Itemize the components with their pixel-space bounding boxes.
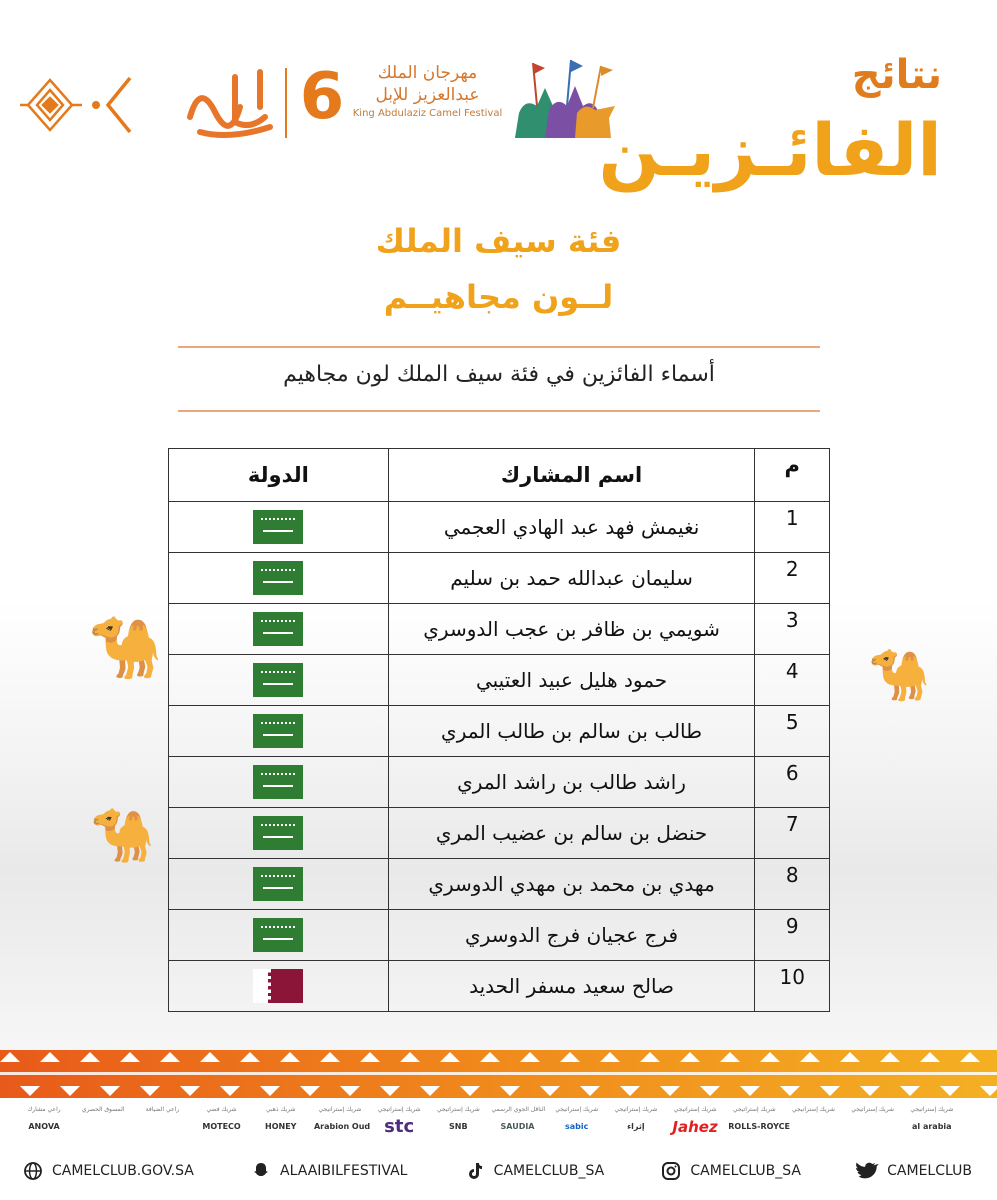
- sponsor-logo: [313, 1106, 371, 1131]
- globe-icon: [22, 1160, 44, 1182]
- table-row: [169, 604, 830, 655]
- participant-name: مهدي بن محمد بن مهدي الدوسري: [388, 859, 755, 910]
- camel-silhouette-bottom: 🐪: [90, 806, 155, 866]
- country-cell: [169, 706, 389, 757]
- divider-top: [178, 346, 820, 348]
- tiktok-handle: CAMELCLUB_SA: [493, 1163, 605, 1179]
- winners-list-title: أسماء الفائزين في فئة سيف الملك لون مجاهيم: [283, 362, 715, 387]
- logo-separator: [285, 68, 287, 138]
- row-number: 4: [755, 655, 830, 706]
- winners-table: [168, 448, 830, 1012]
- saudi-flag-icon: [253, 867, 303, 901]
- sponsor-role: شريك ذهبي: [265, 1106, 296, 1113]
- table-row: [169, 808, 830, 859]
- row-number: 3: [755, 604, 830, 655]
- saudi-flag-icon: [253, 816, 303, 850]
- sponsor-role: شريك إستراتيجي: [851, 1106, 895, 1113]
- sponsor-role: شريك إستراتيجي: [792, 1106, 835, 1113]
- sponsor-role: شريك إستراتيجي: [436, 1106, 480, 1113]
- participant-name: سليمان عبدالله حمد بن سليم: [388, 553, 755, 604]
- category-title: فئة سيف الملك: [375, 222, 622, 260]
- sponsor-logo: [610, 1106, 662, 1131]
- country-cell: [169, 502, 389, 553]
- footer-links: [22, 1158, 972, 1184]
- sponsor-logo: [77, 1106, 129, 1122]
- sponsor-name: stc: [384, 1116, 415, 1137]
- camel-silhouette-right: 🐪: [868, 646, 931, 704]
- participant-name: حمود هليل عبيد العتيبي: [388, 655, 755, 706]
- sponsor-logo: [906, 1106, 958, 1131]
- twitter-handle: CAMELCLUB: [887, 1163, 972, 1179]
- country-cell: [169, 859, 389, 910]
- country-cell: [169, 910, 389, 961]
- footer-website[interactable]: [22, 1160, 194, 1182]
- tiktok-icon: [464, 1160, 486, 1182]
- sponsor-logo: [432, 1106, 484, 1131]
- table-row: [169, 910, 830, 961]
- festival-name-block: [345, 62, 510, 119]
- festival-calligraphy-logo: [180, 62, 280, 140]
- country-cell: [169, 808, 389, 859]
- sponsor-role: شريك إستراتيجي: [673, 1106, 717, 1113]
- sponsor-name: Jahez: [672, 1118, 718, 1136]
- sponsor-logo: [136, 1106, 188, 1122]
- sponsor-name: SAUDIA: [500, 1122, 535, 1131]
- table-row: [169, 706, 830, 757]
- table-row: [169, 502, 830, 553]
- sponsor-role: شريك إستراتيجي: [318, 1106, 362, 1113]
- sponsor-logo: [18, 1106, 70, 1131]
- row-number: 10: [755, 961, 830, 1012]
- country-cell: [169, 757, 389, 808]
- table-header-row: [169, 449, 830, 502]
- header-number: م: [755, 449, 830, 502]
- sponsor-role: شريك إستراتيجي: [555, 1106, 599, 1113]
- saudi-flag-icon: [253, 510, 303, 544]
- header-name: اسم المشارك: [388, 449, 755, 502]
- country-cell: [169, 655, 389, 706]
- country-cell: [169, 553, 389, 604]
- sponsor-name: MOTECO: [202, 1122, 241, 1131]
- triangle-pattern-icon: [0, 1050, 997, 1098]
- sponsor-role: الناقل الجوي الرسمي: [491, 1106, 546, 1113]
- participant-name: نغيمش فهد عبد الهادي العجمي: [388, 502, 755, 553]
- sponsor-role: شريك إستراتيجي: [910, 1106, 954, 1113]
- sponsor-name: sabic: [565, 1122, 589, 1131]
- instagram-icon: [660, 1160, 682, 1182]
- country-cell: [169, 604, 389, 655]
- row-number: 7: [755, 808, 830, 859]
- participant-name: طالب بن سالم بن طالب المري: [388, 706, 755, 757]
- qatar-flag-icon: [253, 969, 303, 1003]
- participant-name: شويمي بن ظافر بن عجب الدوسري: [388, 604, 755, 655]
- header-country: الدولة: [169, 449, 389, 502]
- twitter-icon: [857, 1160, 879, 1182]
- sponsor-logo: [669, 1106, 721, 1136]
- footer-tiktok[interactable]: [464, 1160, 605, 1182]
- sponsor-logo: [492, 1106, 544, 1131]
- sponsor-name: HONEY: [265, 1122, 297, 1131]
- participant-name: صالح سعيد مسفر الحديد: [388, 961, 755, 1012]
- saudi-flag-icon: [253, 561, 303, 595]
- row-number: 9: [755, 910, 830, 961]
- saudi-flag-icon: [253, 612, 303, 646]
- table-row: [169, 553, 830, 604]
- row-number: 6: [755, 757, 830, 808]
- snapchat-icon: [250, 1160, 272, 1182]
- country-cell: [169, 961, 389, 1012]
- row-number: 8: [755, 859, 830, 910]
- sponsor-role: راعي الضيافة: [145, 1106, 180, 1113]
- sponsor-logo: [373, 1106, 425, 1137]
- sponsor-logo: [551, 1106, 603, 1131]
- sponsor-role: المسوق الحصري: [81, 1106, 125, 1113]
- footer-twitter[interactable]: [857, 1160, 972, 1182]
- sponsor-logo: [255, 1106, 307, 1131]
- sponsors-strip: [18, 1106, 958, 1146]
- table-row: [169, 757, 830, 808]
- participant-name: راشد طالب بن راشد المري: [388, 757, 755, 808]
- saudi-flag-icon: [253, 714, 303, 748]
- sponsor-name: إثراء: [627, 1122, 645, 1131]
- sponsor-role: شريك إستراتيجي: [614, 1106, 658, 1113]
- sponsor-logo: [728, 1106, 791, 1131]
- sponsor-logo: [787, 1106, 839, 1122]
- divider-bottom: [178, 410, 820, 412]
- row-number: 1: [755, 502, 830, 553]
- website-url: CAMELCLUB.GOV.SA: [52, 1163, 194, 1179]
- sponsor-logo: [196, 1106, 248, 1131]
- footer-instagram[interactable]: [660, 1160, 801, 1182]
- sadu-motif-icon: [20, 70, 135, 140]
- row-number: 5: [755, 706, 830, 757]
- participant-name: حنضل بن سالم بن عضيب المري: [388, 808, 755, 859]
- sponsor-name: Arabion Oud: [313, 1122, 371, 1131]
- results-heading-large: الفائـزيـن: [598, 108, 942, 192]
- festival-name-ar-line2: عبدالعزيز للإبل: [375, 85, 480, 105]
- festival-name-ar-line1: مهرجان الملك: [377, 63, 478, 83]
- edition-number: 6: [299, 60, 345, 134]
- table-row: [169, 961, 830, 1012]
- festival-name-en: King Abdulaziz Camel Festival: [352, 108, 503, 119]
- saudi-flag-icon: [253, 663, 303, 697]
- category-subtitle: لــون مجاهيــم: [383, 278, 614, 316]
- sponsor-role: شريك فضي: [206, 1106, 237, 1113]
- sponsor-role: شريك إستراتيجي: [732, 1106, 776, 1113]
- results-heading-small: نتائج: [851, 52, 942, 98]
- winners-table-body: [169, 502, 830, 1012]
- sponsor-name: ROLLS-ROYCE: [728, 1122, 791, 1131]
- instagram-handle: CAMELCLUB_SA: [690, 1163, 801, 1179]
- snapchat-handle: ALAAIBILFESTIVAL: [280, 1163, 408, 1179]
- sponsor-role: راعي مشارك: [27, 1106, 61, 1113]
- sponsor-logo: [847, 1106, 899, 1122]
- sponsor-name: SNB: [449, 1122, 468, 1131]
- participant-name: فرج عجيان فرج الدوسري: [388, 910, 755, 961]
- table-row: [169, 859, 830, 910]
- sponsor-name: al arabia: [912, 1122, 952, 1131]
- saudi-flag-icon: [253, 765, 303, 799]
- footer-snapchat[interactable]: [250, 1160, 407, 1182]
- camel-silhouette-left: 🐪: [88, 613, 163, 683]
- row-number: 2: [755, 553, 830, 604]
- sponsor-role: شريك إستراتيجي: [377, 1106, 421, 1113]
- table-row: [169, 655, 830, 706]
- sponsor-name: ANOVA: [28, 1122, 60, 1131]
- saudi-flag-icon: [253, 918, 303, 952]
